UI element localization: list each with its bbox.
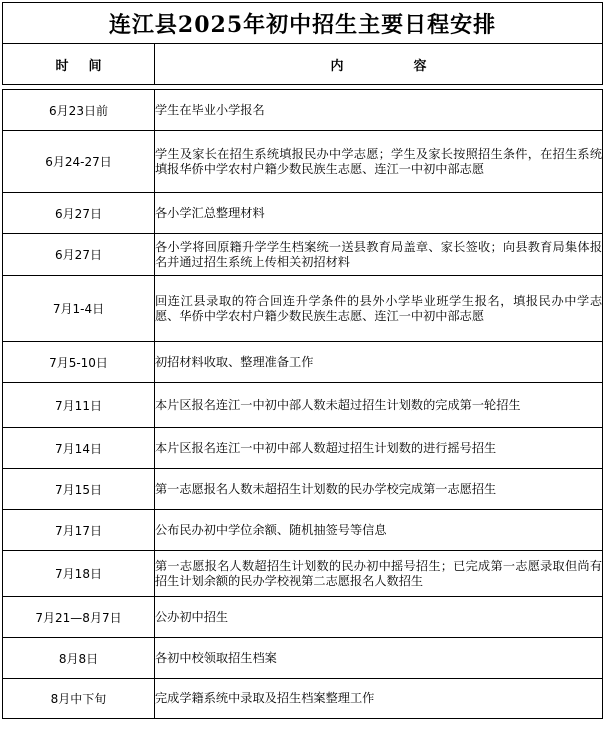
- date-cell: 7月21—8月7日: [3, 597, 155, 638]
- table-row: [3, 234, 603, 276]
- table-row: [3, 90, 603, 131]
- content-cell: 各初中校领取招生档案: [155, 638, 603, 679]
- title-row: [3, 3, 603, 44]
- content-cell: 公办初中招生: [155, 597, 603, 638]
- date-cell: 6月23日前: [3, 90, 155, 131]
- content-cell: 第一志愿报名人数未超招生计划数的民办学校完成第一志愿招生: [155, 469, 603, 510]
- content-cell: 各小学汇总整理材料: [155, 193, 603, 234]
- content-cell: 学生在毕业小学报名: [155, 90, 603, 131]
- date-cell: 8月中下旬: [3, 679, 155, 719]
- table-row: [3, 679, 603, 719]
- date-cell: 7月14日: [3, 428, 155, 469]
- header-row: [3, 44, 603, 85]
- content-cell: 初招材料收取、整理准备工作: [155, 342, 603, 383]
- schedule-table: [2, 2, 603, 719]
- content-cell: 学生及家长在招生系统填报民办中学志愿；学生及家长按照招生条件，在招生系统填报华侨中学农村户籍少数民族生志愿、连江一中初中部志愿: [155, 131, 603, 193]
- table-row: [3, 342, 603, 383]
- content-cell: 第一志愿报名人数超招生计划数的民办初中摇号招生；已完成第一志愿录取但尚有招生计划余额的民办学校视第二志愿报名人数招生: [155, 551, 603, 597]
- table-row: [3, 597, 603, 638]
- date-cell: 8月8日: [3, 638, 155, 679]
- table-row: [3, 383, 603, 428]
- content-cell: 各小学将回原籍升学学生档案统一送县教育局盖章、家长签收；向县教育局集体报名并通过招生系统上传相关初招材料: [155, 234, 603, 276]
- table-row: [3, 193, 603, 234]
- content-cell: 本片区报名连江一中初中部人数超过招生计划数的进行摇号招生: [155, 428, 603, 469]
- header-time: [3, 44, 155, 85]
- content-cell: 公布民办初中学位余额、随机抽签号等信息: [155, 510, 603, 551]
- page-title: 连江县2025年初中招生主要日程安排: [3, 3, 603, 44]
- table-row: [3, 428, 603, 469]
- header-time-label: 时间: [55, 58, 122, 74]
- date-cell: 7月11日: [3, 383, 155, 428]
- date-cell: 6月27日: [3, 234, 155, 276]
- content-cell: 本片区报名连江一中初中部人数未超过招生计划数的完成第一轮招生: [155, 383, 603, 428]
- content-cell: 完成学籍系统中录取及招生档案整理工作: [155, 679, 603, 719]
- date-cell: 7月15日: [3, 469, 155, 510]
- table-row: [3, 510, 603, 551]
- header-content: [155, 44, 603, 85]
- date-cell: 7月1-4日: [3, 276, 155, 342]
- date-cell: 7月5-10日: [3, 342, 155, 383]
- table-row: [3, 131, 603, 193]
- table-row: [3, 638, 603, 679]
- table-row: [3, 551, 603, 597]
- date-cell: 6月24-27日: [3, 131, 155, 193]
- header-content-label: 内容: [330, 58, 497, 74]
- date-cell: 7月17日: [3, 510, 155, 551]
- table-row: [3, 469, 603, 510]
- content-cell: 回连江县录取的符合回连升学条件的县外小学毕业班学生报名，填报民办中学志愿、华侨中学农村户籍少数民族生志愿、连江一中初中部志愿: [155, 276, 603, 342]
- date-cell: 7月18日: [3, 551, 155, 597]
- date-cell: 6月27日: [3, 193, 155, 234]
- table-row: [3, 276, 603, 342]
